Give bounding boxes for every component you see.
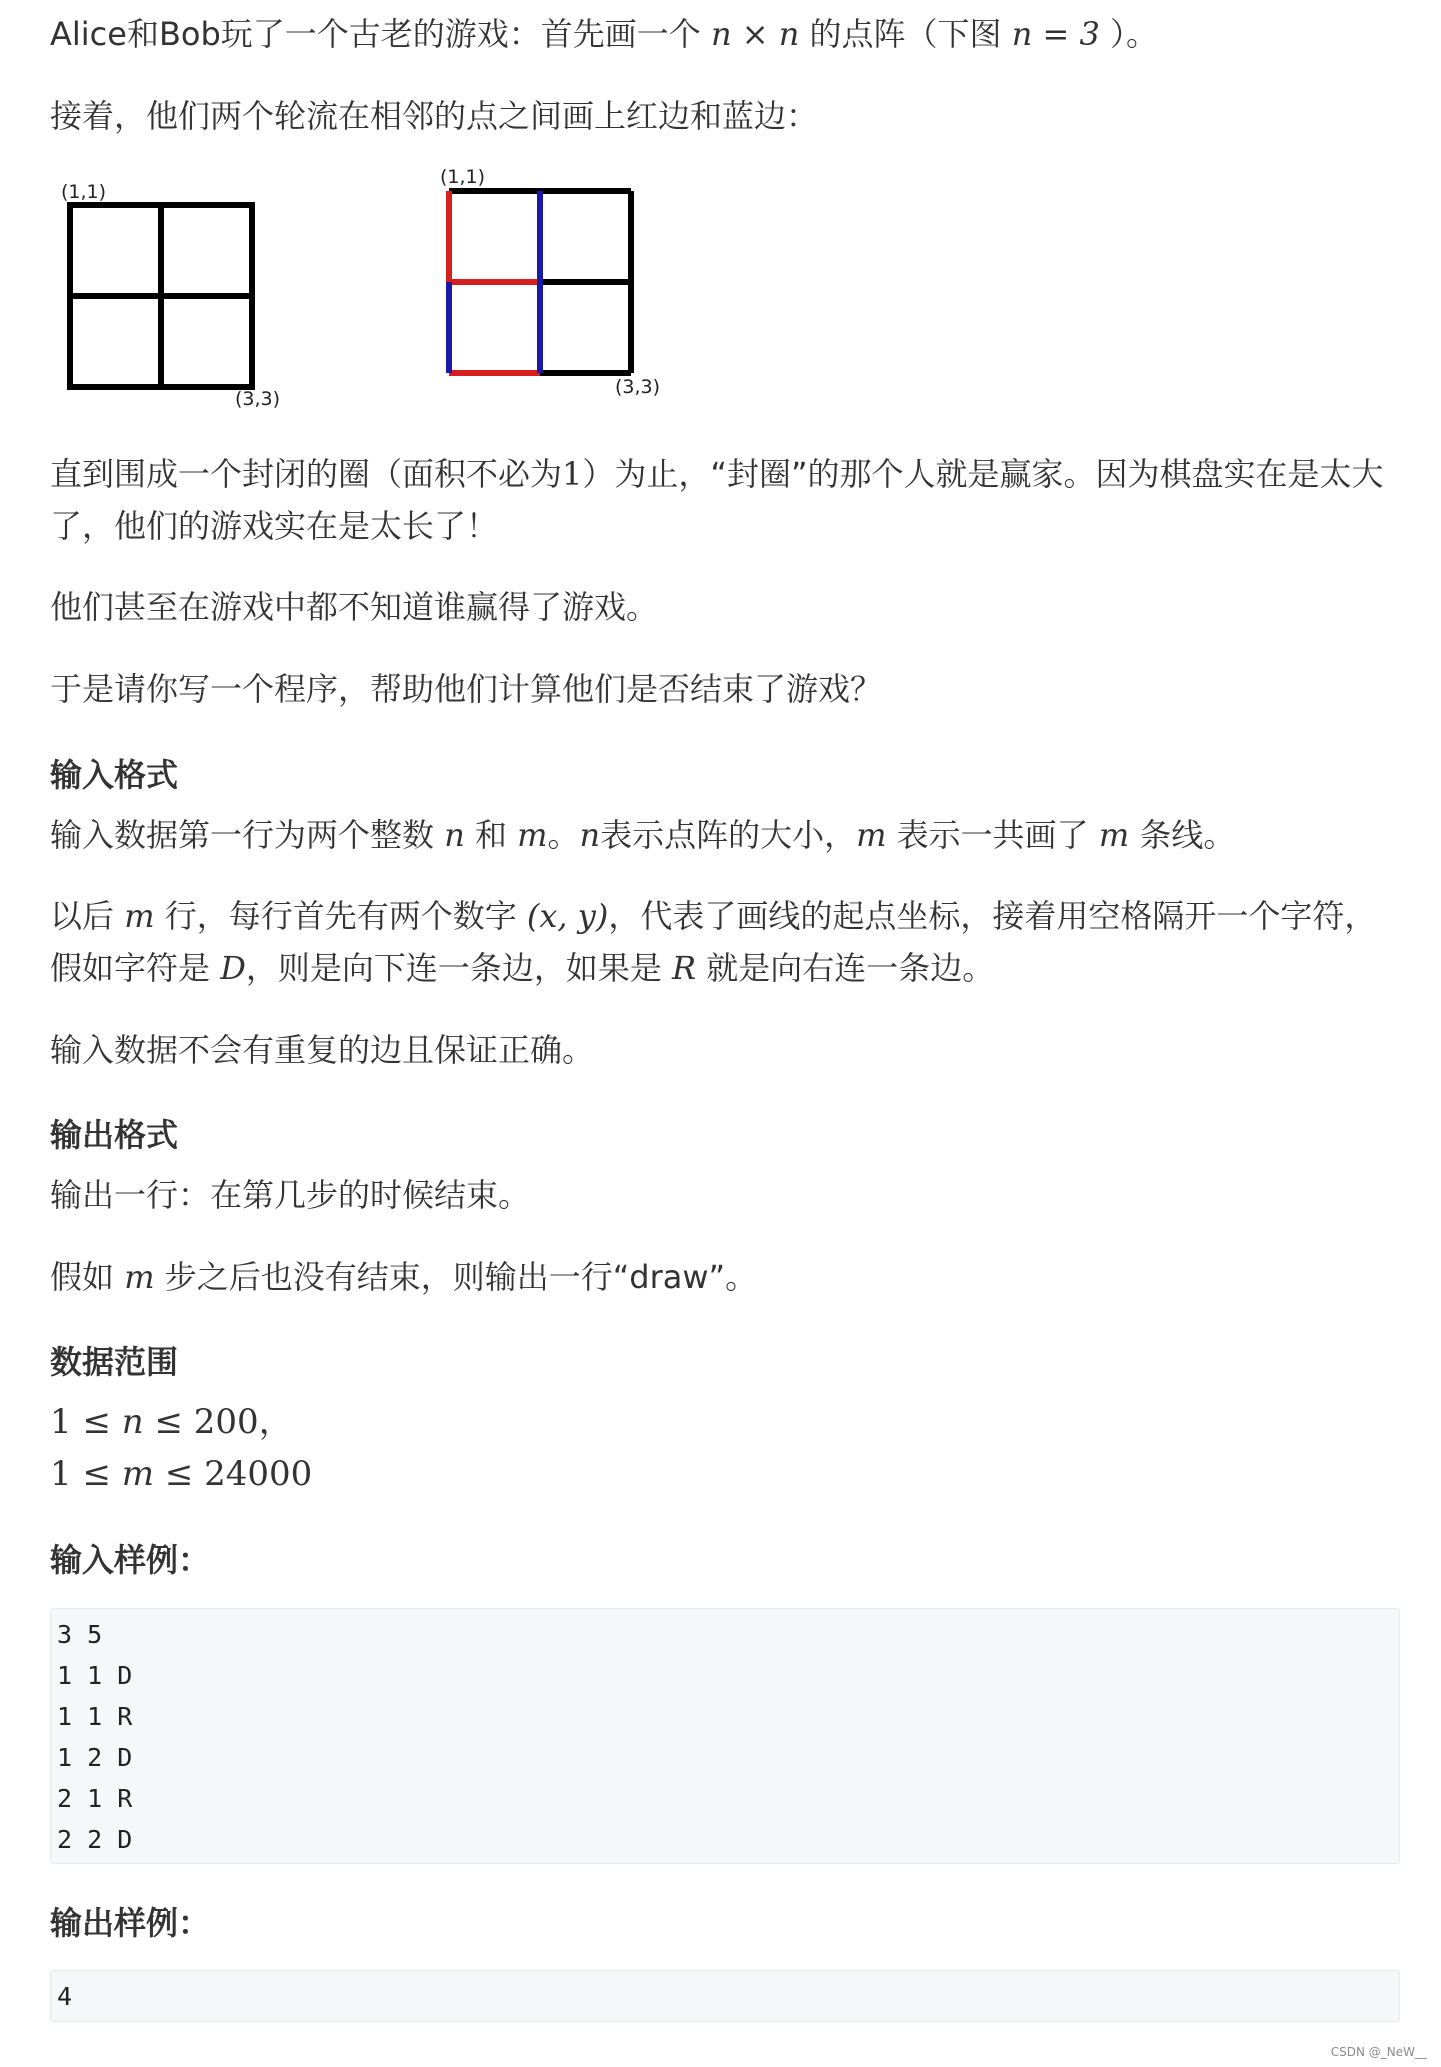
leq-symbol: ≤ (82, 1402, 111, 1442)
paragraph-2: 接着，他们两个轮流在相邻的点之间画上红边和蓝边： (50, 97, 819, 135)
paragraph-5: 于是请你写一个程序，帮助他们计算他们是否结束了游戏？ (50, 670, 883, 708)
math-m: m (1098, 816, 1130, 854)
paragraph-8: 输入数据不会有重复的边且保证正确。 (50, 1031, 595, 1069)
math-m: m (856, 816, 887, 854)
figure-empty-grid (55, 170, 315, 418)
code-line: 1 2 D (57, 1743, 133, 1772)
p3-text-2: ）为止，“封圈”的那个人就是赢家。因为棋盘实在是太大了，他们的游戏实在是太长了！ (50, 455, 1384, 545)
heading-data-range: 数据范围 (50, 1343, 179, 1381)
intro-text-2: 的点阵（下图 (809, 15, 1002, 53)
watermark: CSDN @_NeW__ (1330, 2045, 1427, 2059)
label-bottom-right: (3,3) (615, 376, 661, 398)
paragraph-7 (50, 890, 1390, 994)
range-2-low: 1 (50, 1454, 72, 1494)
heading-input-format: 输入格式 (50, 756, 179, 794)
paragraph-10 (50, 1251, 1390, 1303)
leq-symbol: ≤ (154, 1402, 183, 1442)
math-n-times-n: n × n (710, 15, 800, 53)
intro-paragraph (50, 8, 1390, 60)
p7-text-3: ，代表了画线的起点坐标，接着用空格隔开一个字符，假如字符是 (50, 897, 1377, 987)
math-n: n (579, 816, 601, 854)
range-2-var: m (121, 1454, 155, 1494)
sample-input-block (50, 1608, 1400, 1864)
p6-text-6: 条线。 (1139, 816, 1236, 854)
heading-output-format: 输出格式 (50, 1116, 179, 1154)
p7-text-4: ，则是向下连一条边，如果是 (245, 949, 662, 987)
p7-text-1: 以后 (50, 897, 115, 935)
p6-text-5: 表示一共画了 (896, 816, 1089, 854)
range-line-2 (50, 1448, 1390, 1500)
label-bottom-right: (3,3) (235, 388, 281, 410)
label-top-left: (1,1) (440, 166, 486, 188)
math-xy: (x, y) (526, 897, 609, 935)
code-line: 2 1 R (57, 1784, 133, 1813)
paragraph-9: 输出一行：在第几步的时候结束。 (50, 1176, 531, 1214)
heading-sample-output: 输出样例： (50, 1904, 211, 1942)
code-line: 4 (57, 1982, 73, 2011)
code-line: 2 2 D (57, 1825, 133, 1854)
paragraph-6 (50, 809, 1390, 861)
label-top-left: (1,1) (61, 181, 107, 203)
paragraph-3 (50, 448, 1390, 552)
range-1-high: 200 (193, 1402, 259, 1442)
code-line: 1 1 D (57, 1661, 133, 1690)
range-1-var: n (121, 1402, 144, 1442)
p7-text-2: 行，每行首先有两个数字 (164, 897, 517, 935)
math-d: D (220, 949, 246, 987)
math-one: 1 (562, 455, 583, 493)
range-line-1 (50, 1396, 1390, 1448)
range-1-low: 1 (50, 1402, 72, 1442)
p6-text-1: 输入数据第一行为两个整数 (50, 816, 435, 854)
p3-text-1: 直到围成一个封闭的圈（面积不必为 (50, 455, 563, 493)
math-m: m (124, 897, 155, 935)
math-m: m (124, 1258, 155, 1296)
range-2-high: 24000 (204, 1454, 313, 1494)
p7-text-5: 就是向右连一条边。 (706, 949, 995, 987)
p6-text-4: 表示点阵的大小， (600, 816, 857, 854)
p6-text-2: 和 (474, 816, 507, 854)
leq-symbol: ≤ (82, 1454, 111, 1494)
p10-text-1: 假如 (50, 1258, 115, 1296)
math-m: m (517, 816, 548, 854)
intro-text-3: ）。 (1110, 15, 1159, 53)
heading-sample-input: 输入样例： (50, 1541, 211, 1579)
intro-text: Alice和Bob玩了一个古老的游戏：首先画一个 (50, 15, 701, 53)
leq-symbol: ≤ (164, 1454, 194, 1494)
code-line: 3 5 (57, 1620, 103, 1649)
range-1-punct: ， (258, 1402, 293, 1442)
sample-output-block (50, 1970, 1400, 2022)
math-r: R (672, 949, 697, 987)
math-n: n (444, 816, 465, 854)
math-n-equals-3: n = 3 (1011, 15, 1100, 53)
code-line: 1 1 R (57, 1702, 133, 1731)
p6-text-3: 。 (547, 816, 580, 854)
figure-colored-grid (430, 160, 680, 410)
p10-text-2: 步之后也没有结束，则输出一行“draw”。 (164, 1258, 758, 1296)
paragraph-4: 他们甚至在游戏中都不知道谁赢得了游戏。 (50, 588, 659, 626)
